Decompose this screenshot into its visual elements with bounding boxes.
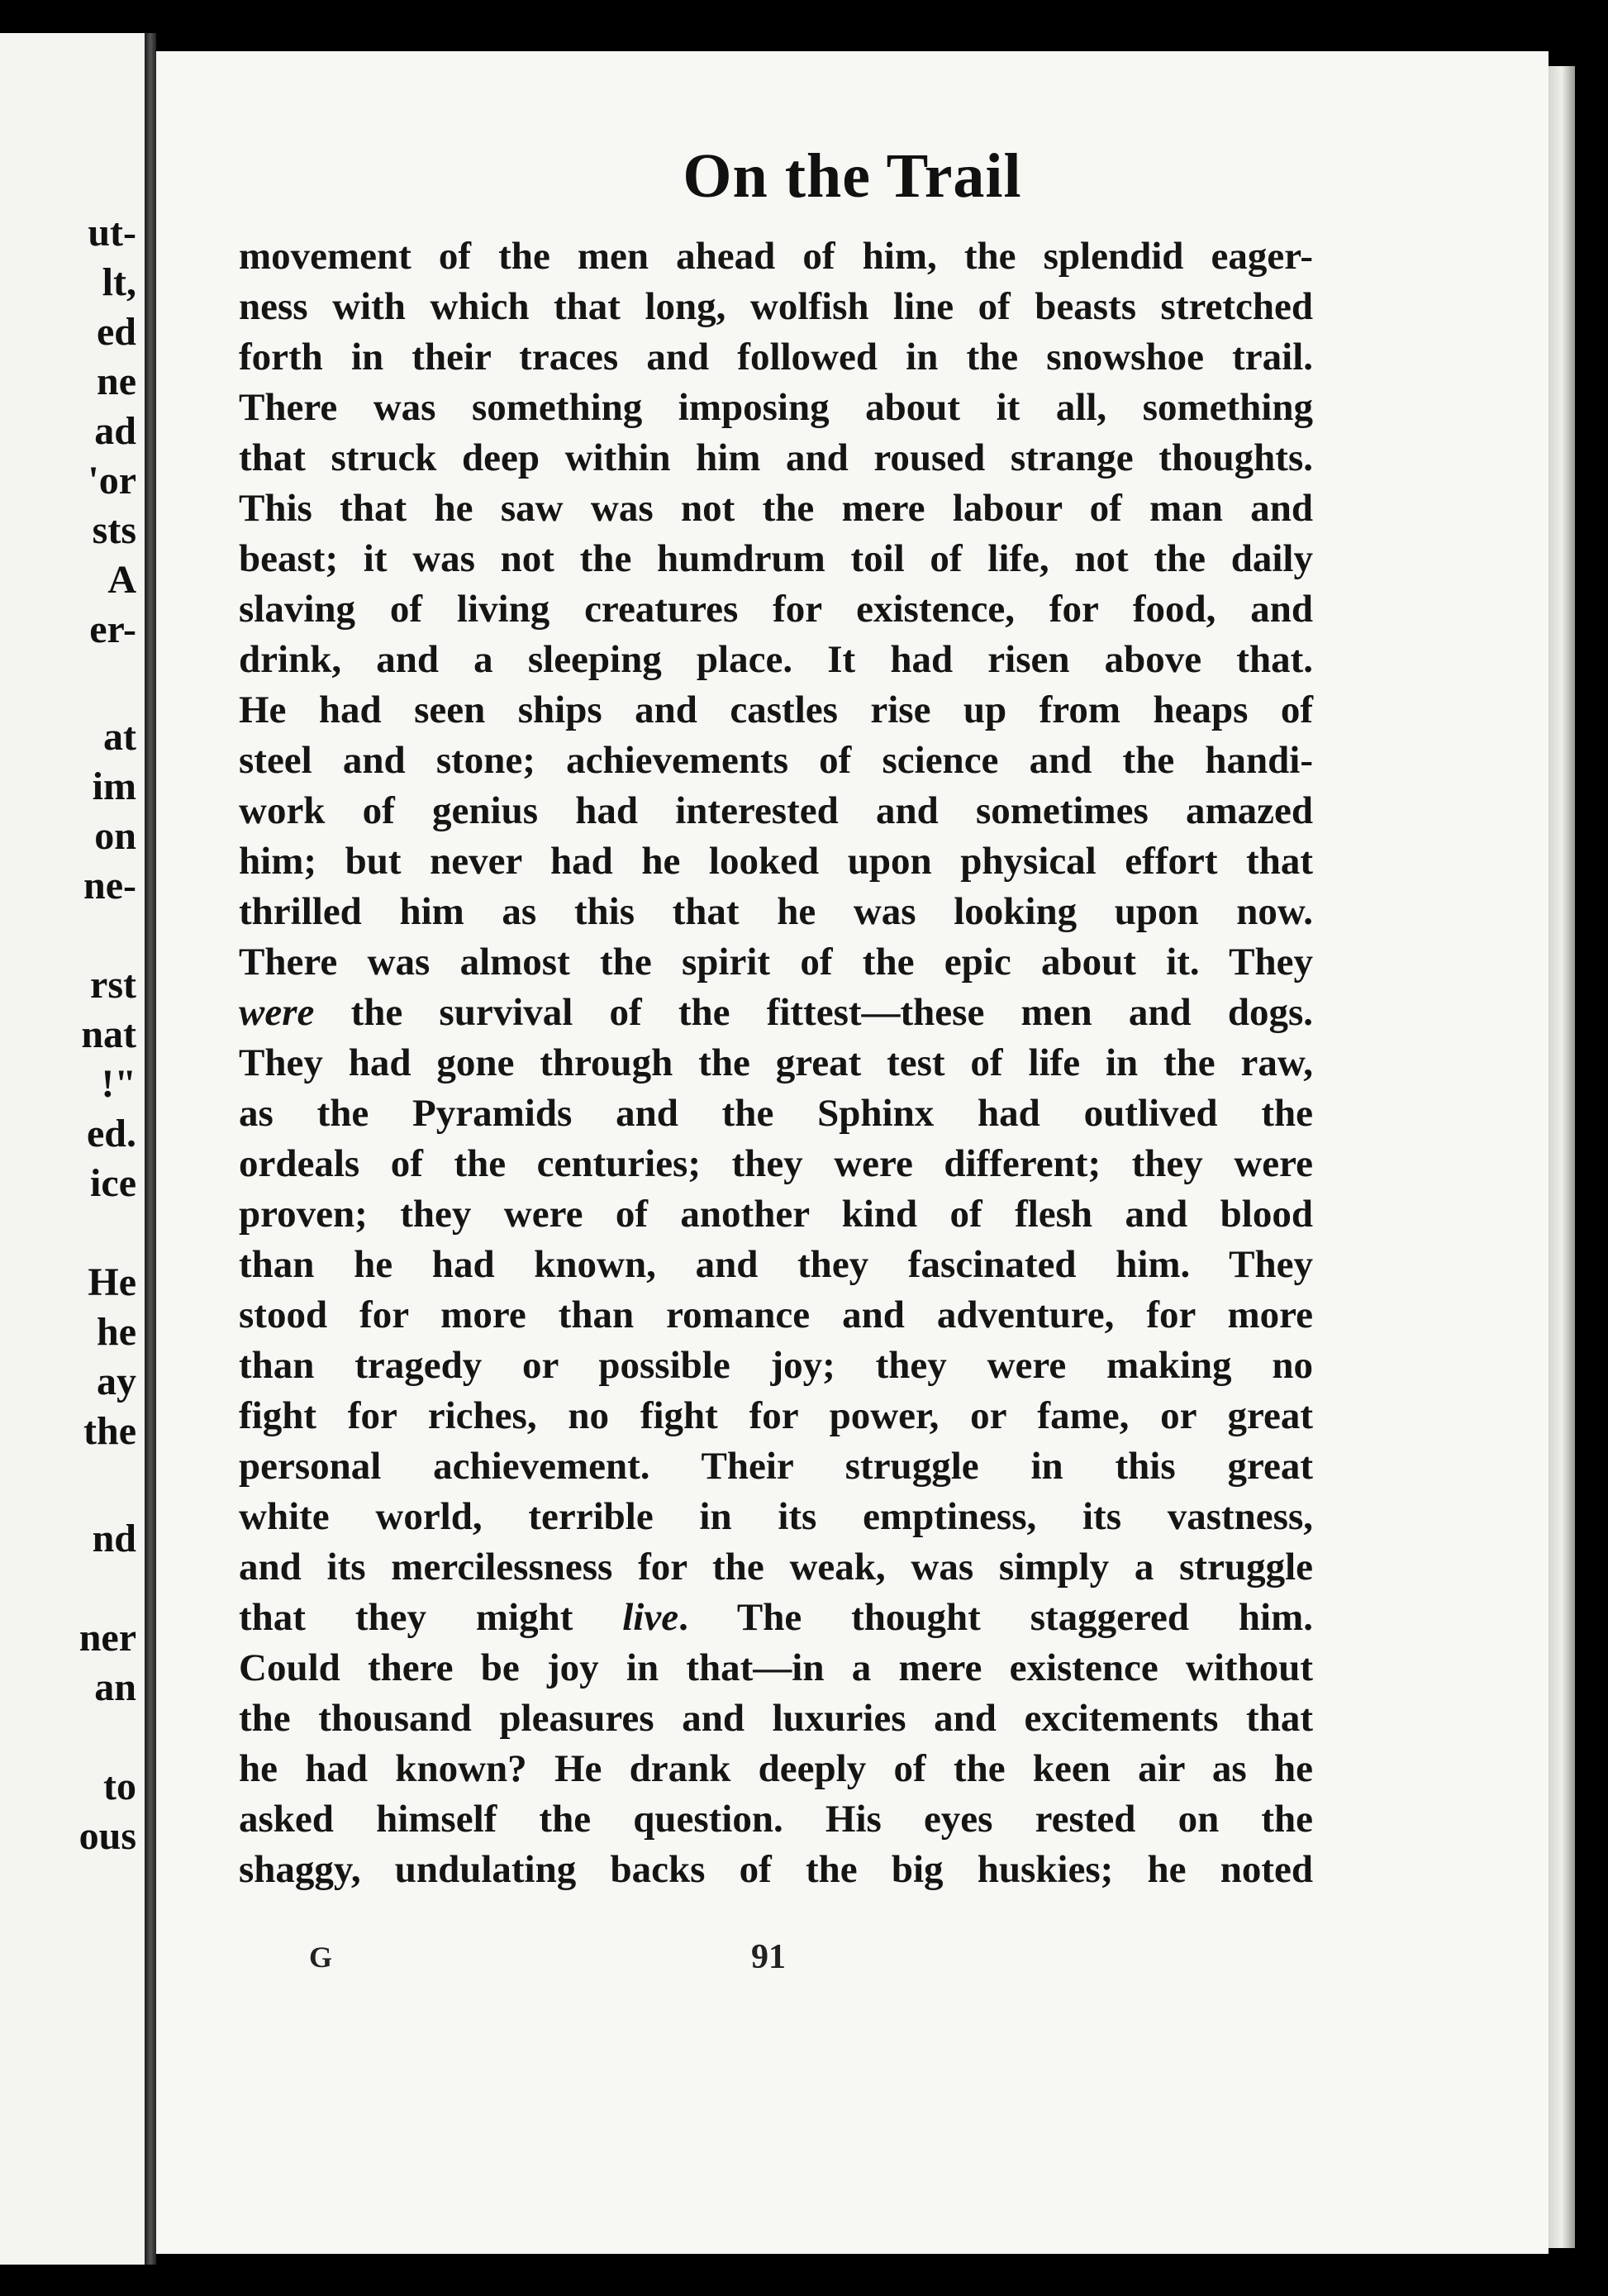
text-line: white world, terrible in its emptiness, its vastness,: [239, 1495, 1313, 1538]
text-line: fight for riches, no fight for power, or fame, or great: [239, 1394, 1313, 1437]
text-line: proven; they were of another kind of flesh and blood: [239, 1193, 1313, 1236]
text-line: were the survival of the fittest—these men and dogs.: [239, 991, 1313, 1034]
facing-page-fragment: ed: [97, 310, 136, 354]
facing-page-fragment: rst: [90, 963, 136, 1007]
facing-page-fragment: nat: [81, 1012, 136, 1056]
signature-mark: G: [309, 1941, 333, 1974]
facing-page-fragment: ne-: [83, 864, 136, 907]
facing-page-fragment: ice: [90, 1161, 136, 1205]
text-line: that they might live. The thought staggered him.: [239, 1596, 1314, 1639]
running-header: On the Trail: [683, 141, 1022, 211]
facing-page-fragment: im: [92, 765, 136, 808]
facing-page-fragment: ay: [97, 1360, 136, 1403]
text-line: ordeals of the centuries; they were different; they were: [239, 1142, 1313, 1185]
facing-page-fragment: ad: [94, 409, 136, 453]
text-line: than he had known, and they fascinated him. They: [239, 1243, 1313, 1286]
text-line: beast; it was not the humdrum toil of life, not the daily: [239, 537, 1313, 580]
text-line: that struck deep within him and roused strange thoughts.: [239, 436, 1313, 479]
text-line: him; but never had he looked upon physical effort that: [239, 840, 1313, 883]
facing-page-fragment: !": [101, 1062, 136, 1106]
text-line: asked himself the question. His eyes rested on the: [239, 1798, 1313, 1841]
facing-page-fragment: ous: [78, 1814, 136, 1858]
facing-page-fragment: nd: [92, 1517, 136, 1560]
text-line: stood for more than romance and adventure, for more: [239, 1293, 1313, 1336]
text-line: They had gone through the great test of life in the raw,: [239, 1041, 1313, 1084]
text-line: drink, and a sleeping place. It had risen above that.: [239, 638, 1313, 681]
text-line: the thousand pleasures and luxuries and excitements that: [239, 1697, 1313, 1740]
text-line: He had seen ships and castles rise up from heaps of: [239, 688, 1313, 731]
text-line: and its mercilessness for the weak, was simply a struggle: [239, 1546, 1313, 1589]
facing-page-fragment: an: [94, 1665, 136, 1709]
text-line: Could there be joy in that—in a mere existence without: [239, 1646, 1313, 1689]
facing-page-fragment: the: [83, 1409, 136, 1453]
facing-page-fragment: at: [103, 715, 136, 759]
facing-page-fragment: lt,: [102, 260, 136, 304]
facing-page-fragment: sts: [92, 508, 136, 552]
text-line: than tragedy or possible joy; they were making no: [239, 1344, 1313, 1387]
facing-page-fragment: ut-: [88, 211, 136, 255]
facing-page-fragment: on: [94, 814, 136, 858]
facing-page-fragment: 'or: [88, 459, 136, 503]
text-line: ness with which that long, wolfish line of beasts stretched: [239, 285, 1313, 328]
facing-page-fragment: ed.: [87, 1112, 136, 1155]
text-line: slaving of living creatures for existence, for food, and: [239, 588, 1313, 631]
facing-page-fragment: he: [97, 1310, 136, 1354]
text-line: There was something imposing about it all, something: [239, 386, 1313, 429]
text-line: forth in their traces and followed in the snowshoe trail.: [239, 336, 1313, 379]
text-line: This that he saw was not the mere labour of man and: [239, 487, 1313, 530]
facing-page-fragment: er-: [89, 607, 136, 651]
book-gutter: [145, 33, 156, 2265]
facing-page-fragment: to: [103, 1765, 136, 1808]
text-line: as the Pyramids and the Sphinx had outlived the: [239, 1092, 1313, 1135]
facing-page-fragment: ne: [97, 360, 136, 403]
text-line: shaggy, undulating backs of the big huskies; he noted: [239, 1848, 1313, 1891]
facing-page-fragment: He: [88, 1260, 136, 1304]
body-text: [239, 231, 1313, 1895]
page-edge: [1549, 66, 1575, 2248]
facing-page-fragment: A: [107, 558, 136, 602]
text-line: There was almost the spirit of the epic about it. They: [239, 941, 1313, 984]
text-line: steel and stone; achievements of science and the handi-: [239, 739, 1313, 782]
text-line: personal achievement. Their struggle in this great: [239, 1445, 1313, 1488]
text-line: work of genius had interested and sometimes amazed: [239, 789, 1313, 832]
facing-page-fragment: ner: [78, 1616, 136, 1660]
facing-page: [0, 33, 145, 2265]
text-line: thrilled him as this that he was looking upon now.: [239, 890, 1313, 933]
book-page: [156, 51, 1549, 2254]
text-line: he had known? He drank deeply of the keen air as he: [239, 1747, 1313, 1790]
page-number: 91: [751, 1938, 786, 1976]
text-line: movement of the men ahead of him, the splendid eager-: [239, 235, 1313, 278]
